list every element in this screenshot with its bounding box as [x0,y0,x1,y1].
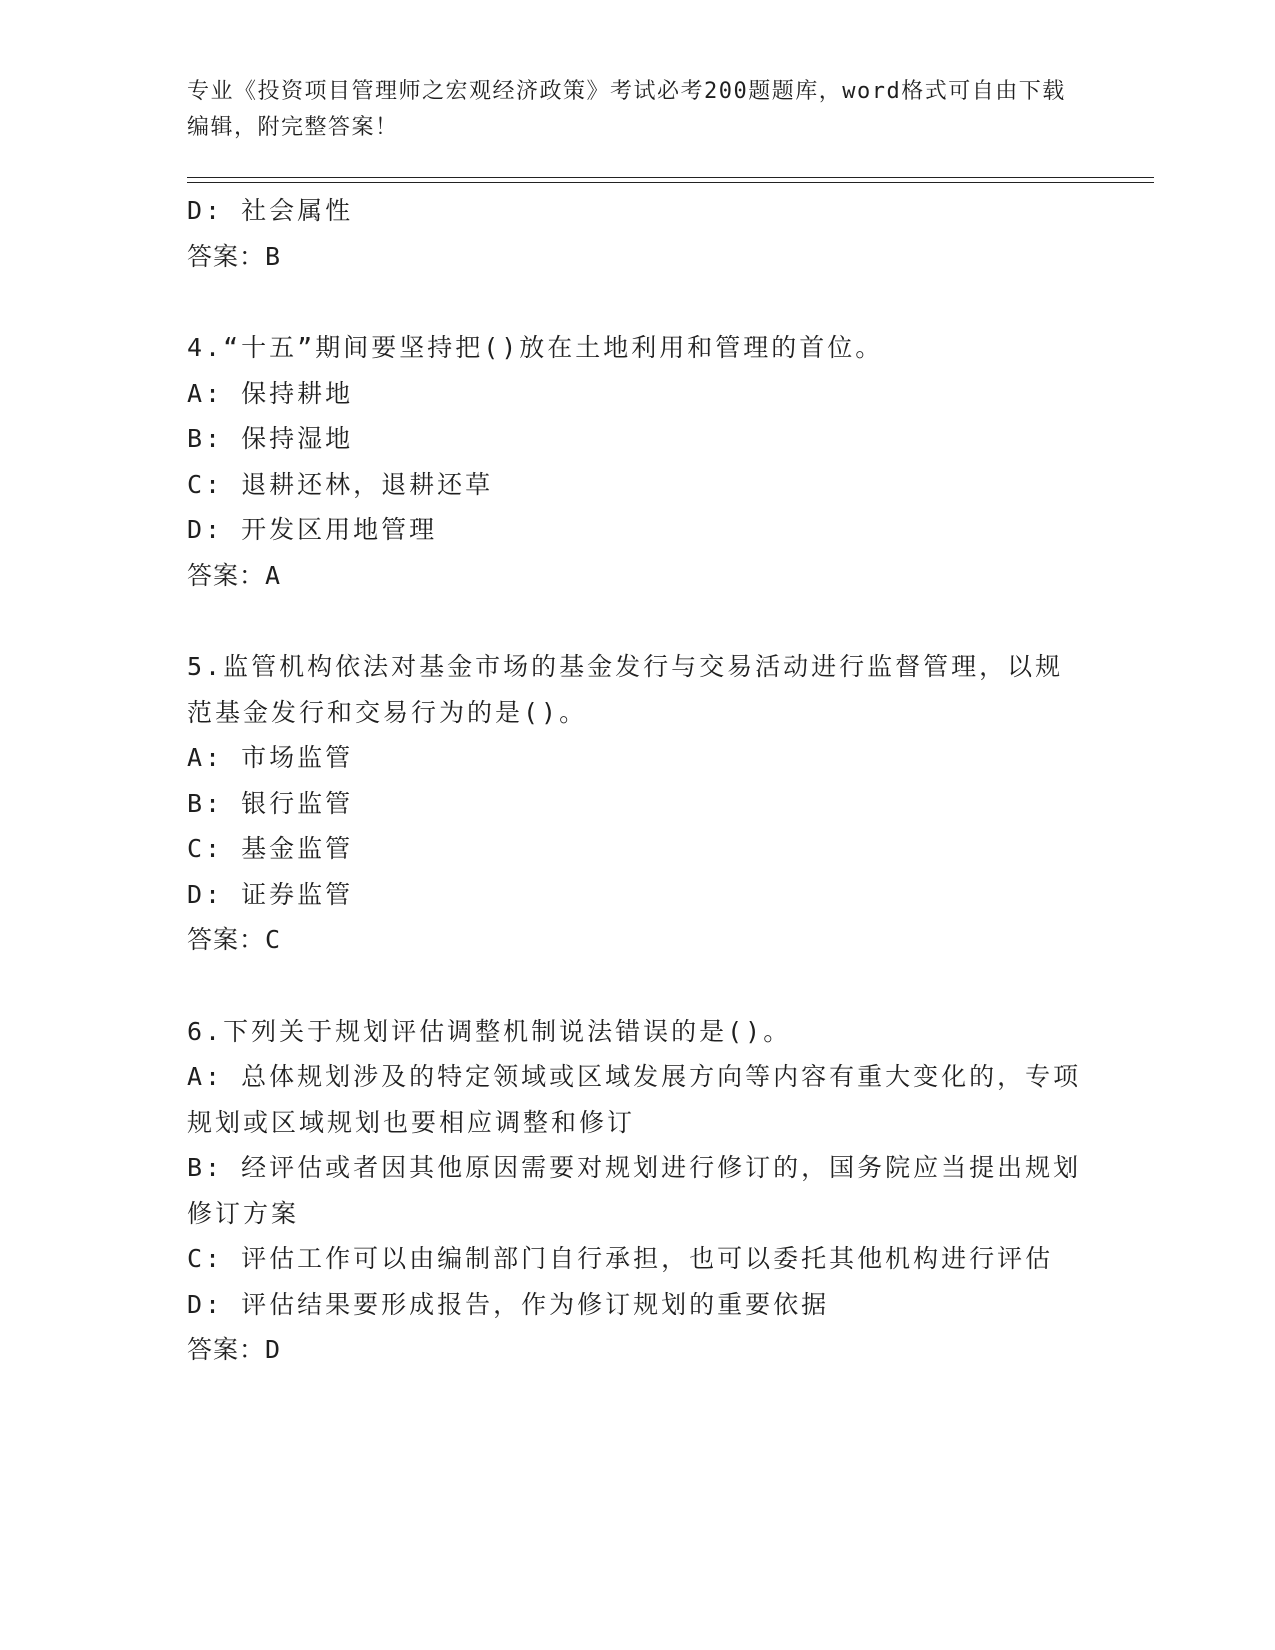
answer-label: 答案： [187,560,266,590]
option-b: B: 银行监管 [187,788,354,818]
option-a: A: 总体规划涉及的特定领域或区域发展方向等内容有重大变化的，专项规划或区域规划也要相应调整和修订 [187,1062,1082,1137]
question-5 [187,644,1087,963]
answer-value: A [265,560,282,590]
question-6 [187,1009,1087,1373]
answer-value: D [265,1335,282,1364]
spacer [187,598,1087,644]
question-4 [187,325,1087,598]
question-stem: 4.“十五”期间要坚持把()放在土地利用和管理的首位。 [187,333,884,362]
answer-line [187,234,1087,280]
option-b: B: 经评估或者因其他原因需要对规划进行修订的，国务院应当提出规划修订方案 [187,1153,1082,1228]
header-divider-bottom [187,182,1154,183]
option-a: A: 保持耕地 [187,378,354,408]
question-content [187,188,1087,1373]
answer-line [187,1327,1087,1373]
document-header: 专业《投资项目管理师之宏观经济政策》考试必考200题题库，word格式可自由下载编辑，附完整答案！ [187,79,1066,140]
spacer [187,963,1087,1009]
option-d: D: 评估结果要形成报告，作为修订规划的重要依据 [187,1289,830,1319]
option-d: D: 证券监管 [187,879,354,909]
answer-label: 答案： [187,925,266,954]
answer-label: 答案： [187,1335,266,1364]
answer-line [187,917,1087,963]
option-c: C: 退耕还林，退耕还草 [187,469,494,499]
option-c: C: 基金监管 [187,834,354,863]
answer-label: 答案： [187,241,266,271]
answer-value: C [265,925,282,954]
spacer [187,279,1087,325]
option-c: C: 评估工作可以由编制部门自行承担，也可以委托其他机构进行评估 [187,1244,1054,1273]
option-d: D: 开发区用地管理 [187,515,438,544]
option-b: B: 保持湿地 [187,424,354,453]
header-divider-top [187,177,1154,178]
answer-line [187,553,1087,599]
answer-value: B [265,241,282,271]
option-d: D: 社会属性 [187,196,354,225]
question-stem: 5.监管机构依法对基金市场的基金发行与交易活动进行监督管理，以规范基金发行和交易行为的是()。 [187,652,1064,727]
option-a: A: 市场监管 [187,743,354,772]
question-stem: 6.下列关于规划评估调整机制说法错误的是()。 [187,1016,792,1046]
previous-question-tail [187,188,1087,279]
